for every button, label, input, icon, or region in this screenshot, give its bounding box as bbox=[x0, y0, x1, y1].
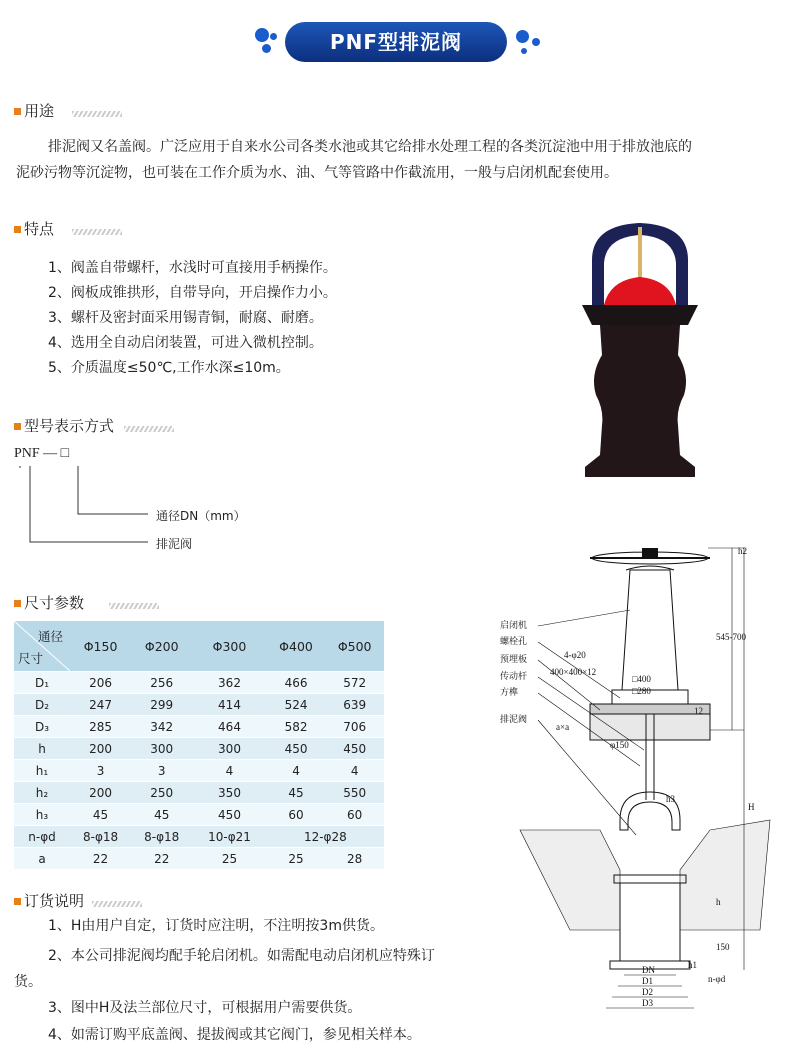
label-valve: 排泥阀 bbox=[500, 714, 528, 724]
table-row: h₁ 3 3 4 4 4 bbox=[14, 760, 384, 782]
label-hoist: 启闭机 bbox=[500, 620, 528, 630]
dim-150: 150 bbox=[716, 942, 730, 952]
section-heading-usage: 用途 bbox=[14, 100, 54, 120]
ordering-item: 1、H由用户自定，订货时应注明，不注明按3m供货。 bbox=[48, 918, 384, 934]
table-row: h₂ 200 250 350 45 550 bbox=[14, 782, 384, 804]
dim-plate: 400×400×12 bbox=[550, 667, 597, 677]
dimensions-table bbox=[14, 621, 384, 870]
dim-phi150: φ150 bbox=[610, 740, 629, 750]
label-embed-plate: 预埋板 bbox=[500, 654, 528, 664]
dim-h3: h3 bbox=[666, 794, 675, 804]
decor-dot bbox=[255, 28, 269, 42]
decor-dot bbox=[516, 30, 529, 43]
model-code: PNF — □ bbox=[14, 446, 70, 461]
dim-sq280: □280 bbox=[632, 686, 651, 696]
section-heading-ordering: 订货说明 bbox=[14, 890, 84, 910]
feature-item: 4、选用全自动启闭装置，可进入微机控制。 bbox=[48, 335, 323, 351]
heading-underline bbox=[109, 603, 159, 609]
bullet-square bbox=[14, 108, 21, 115]
installation-diagram bbox=[480, 530, 785, 1030]
bullet-square bbox=[14, 600, 21, 607]
dim-545: 545-700 bbox=[716, 632, 746, 642]
dim-h2: h2 bbox=[738, 546, 747, 556]
section-heading-model: 型号表示方式 bbox=[14, 415, 114, 435]
table-header-row bbox=[14, 621, 384, 672]
dim-H: H bbox=[748, 802, 755, 812]
table-header-cell: Φ400 bbox=[267, 621, 326, 672]
label-drive-rod: 传动杆 bbox=[500, 671, 528, 681]
table-header-cell: Φ300 bbox=[192, 621, 266, 672]
decor-dot bbox=[270, 33, 277, 40]
dim-12: 12 bbox=[694, 706, 703, 716]
decor-dot bbox=[532, 38, 540, 46]
ordering-item: 4、如需订购平底盖阀、提拔阀或其它阀门，参见相关样本。 bbox=[48, 1027, 421, 1043]
table-header-cell: Φ150 bbox=[70, 621, 131, 672]
dim-4phi20: 4-φ20 bbox=[564, 650, 586, 660]
heading-underline bbox=[92, 901, 142, 907]
feature-item: 5、介质温度≤50℃,工作水深≤10m。 bbox=[48, 360, 290, 376]
table-row: D₁ 206 256 362 466 572 bbox=[14, 672, 384, 694]
ordering-item: 货。 bbox=[14, 974, 42, 990]
dim-axa: a×a bbox=[556, 722, 570, 732]
ordering-item: 3、图中H及法兰部位尺寸，可根据用户需要供货。 bbox=[48, 1000, 362, 1016]
table-row: D₂ 247 299 414 524 639 bbox=[14, 694, 384, 716]
table-row: h 200 300 300 450 450 bbox=[14, 738, 384, 760]
decor-dot bbox=[262, 44, 271, 53]
heading-underline bbox=[124, 426, 174, 432]
model-label-valve: 排泥阀 bbox=[156, 537, 193, 551]
feature-item: 3、螺杆及密封面采用锡青铜，耐腐、耐磨。 bbox=[48, 310, 323, 326]
dim-DN: DN bbox=[642, 965, 655, 975]
table-header-cell: Φ200 bbox=[131, 621, 192, 672]
table-row: h₃ 45 45 450 60 60 bbox=[14, 804, 384, 826]
model-label-dn: 通径DN（mm） bbox=[156, 509, 246, 523]
bullet-square bbox=[14, 898, 21, 905]
label-bolt-hole: 螺栓孔 bbox=[500, 636, 528, 646]
table-row: n-φd 8-φ18 8-φ18 10-φ21 12-φ28 bbox=[14, 826, 384, 848]
ordering-item: 2、本公司排泥阀均配手轮启闭机。如需配电动启闭机应特殊订 bbox=[48, 948, 435, 964]
heading-underline bbox=[72, 229, 122, 235]
product-photo bbox=[560, 205, 720, 485]
table-header-cell: Φ500 bbox=[325, 621, 384, 672]
dim-D1: D1 bbox=[642, 976, 653, 986]
dim-h1: h1 bbox=[688, 960, 697, 970]
model-callout-lines bbox=[18, 462, 178, 552]
dim-sq400: □400 bbox=[632, 674, 651, 684]
bullet-square bbox=[14, 226, 21, 233]
page-title: PNF型排泥阀 bbox=[285, 22, 507, 62]
usage-text-line2: 泥砂污物等沉淀物，也可装在工作介质为水、油、气等管路中作截流用，一般与启闭机配套使用。 bbox=[16, 165, 618, 181]
hoist-column bbox=[622, 570, 678, 690]
feature-item: 1、阀盖自带螺杆，水浅时可直接用手柄操作。 bbox=[48, 260, 337, 276]
table-corner-cell: 通径 尺寸 bbox=[14, 621, 70, 672]
table-row: a 22 22 25 25 28 bbox=[14, 848, 384, 870]
features-list bbox=[48, 256, 337, 381]
dim-D2: D2 bbox=[642, 987, 653, 997]
usage-text-line1: 排泥阀又名盖阀。广泛应用于自来水公司各类水池或其它给排水处理工程的各类沉淀池中用于排放池底的 bbox=[48, 139, 692, 155]
section-heading-dimensions: 尺寸参数 bbox=[14, 592, 84, 612]
heading-underline bbox=[72, 111, 122, 117]
dim-h: h bbox=[716, 897, 721, 907]
section-heading-features: 特点 bbox=[14, 218, 54, 238]
decor-dot bbox=[521, 48, 527, 54]
table-row: D₃ 285 342 464 582 706 bbox=[14, 716, 384, 738]
feature-item: 2、阀板成锥拱形，自带导向，开启操作力小。 bbox=[48, 285, 337, 301]
bullet-square bbox=[14, 423, 21, 430]
label-square-bar: 方榫 bbox=[500, 687, 519, 697]
dim-D3: D3 bbox=[642, 998, 653, 1008]
dim-nphid: n-φd bbox=[708, 974, 726, 984]
